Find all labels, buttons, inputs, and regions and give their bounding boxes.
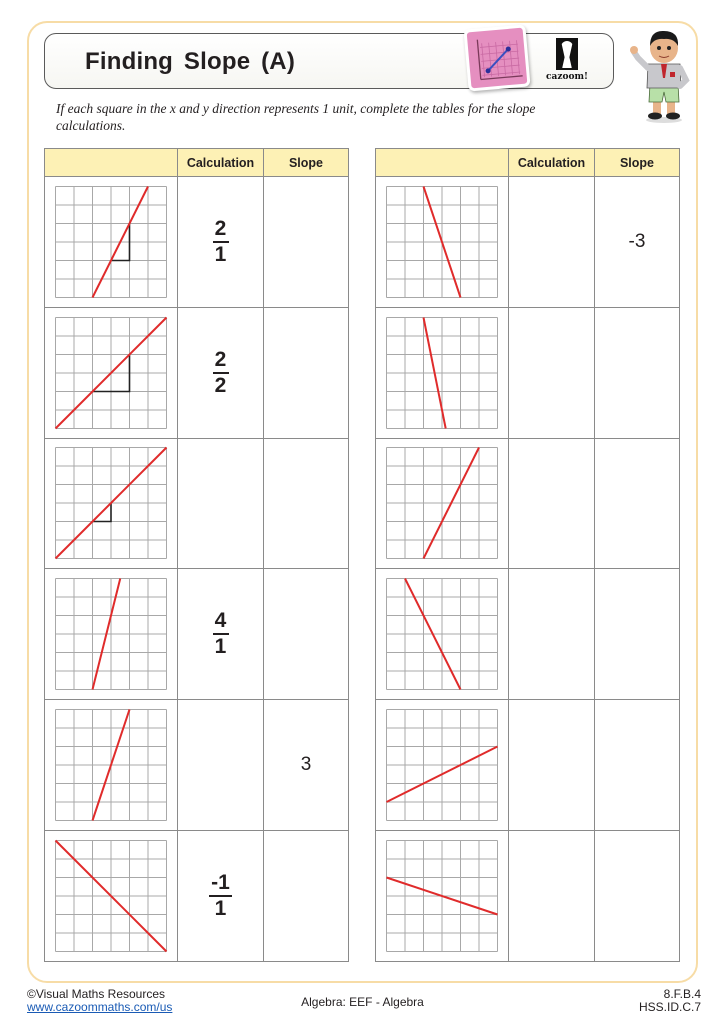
calculation-cell[interactable] xyxy=(509,177,595,308)
fraction-denominator: 2 xyxy=(214,373,227,397)
graph-cell xyxy=(45,177,178,308)
graph-cell xyxy=(45,307,178,438)
slope-cell[interactable] xyxy=(264,177,349,308)
table-row xyxy=(376,177,680,308)
table-row xyxy=(45,569,349,700)
calculation-fraction xyxy=(213,347,229,397)
graph-cell xyxy=(376,569,509,700)
graph-cell xyxy=(45,700,178,831)
header-calculation: Calculation xyxy=(178,149,264,177)
slope-table-left xyxy=(44,148,349,962)
slope-cell[interactable] xyxy=(595,700,680,831)
slope-cell[interactable] xyxy=(264,569,349,700)
page-title: Finding Slope (A) xyxy=(85,48,296,75)
header-slope: Slope xyxy=(264,149,349,177)
table-header-row xyxy=(376,149,680,177)
table-row xyxy=(45,177,349,308)
coordinate-grid xyxy=(54,446,168,560)
table-row xyxy=(376,830,680,961)
copyright-text: ©Visual Maths Resources xyxy=(27,987,166,1001)
coordinate-grid xyxy=(54,839,168,953)
fraction-denominator: 1 xyxy=(214,242,227,266)
slope-value: 3 xyxy=(300,754,312,776)
slope-cell[interactable] xyxy=(595,307,680,438)
table-row xyxy=(45,700,349,831)
cazoom-logo: cazoom! xyxy=(544,38,590,86)
calculation-cell[interactable] xyxy=(178,438,264,569)
calculation-cell[interactable] xyxy=(509,830,595,961)
coordinate-grid xyxy=(385,708,499,822)
topic-label: Algebra: EEF - Algebra xyxy=(301,995,424,1009)
header-calculation: Calculation xyxy=(509,149,595,177)
coordinate-grid xyxy=(54,316,168,430)
slope-graph-icon xyxy=(463,24,530,91)
table-row xyxy=(45,438,349,569)
graph-cell xyxy=(376,700,509,831)
graph-cell xyxy=(376,177,509,308)
header-slope: Slope xyxy=(595,149,680,177)
table-row xyxy=(376,307,680,438)
calculation-cell[interactable] xyxy=(509,438,595,569)
graph-cell xyxy=(45,830,178,961)
coordinate-grid xyxy=(54,577,168,691)
calculation-cell[interactable] xyxy=(509,700,595,831)
calculation-fraction xyxy=(213,611,229,657)
cazoom-logo-icon xyxy=(556,38,578,70)
calculation-fraction xyxy=(213,216,229,266)
coordinate-grid xyxy=(385,446,499,560)
coordinate-grid xyxy=(54,185,168,299)
calculation-cell[interactable] xyxy=(178,569,264,700)
header-graph xyxy=(376,149,509,177)
calculation-fraction xyxy=(209,870,232,920)
standard-code: HSS.ID.C.7 xyxy=(638,1000,701,1014)
coordinate-grid xyxy=(385,577,499,691)
slope-value: -3 xyxy=(628,230,646,252)
fraction-numerator: 4 xyxy=(213,611,229,635)
slope-cell[interactable] xyxy=(264,830,349,961)
fraction-denominator: 1 xyxy=(214,635,227,659)
fraction-numerator: 2 xyxy=(213,219,229,243)
graph-cell xyxy=(45,569,178,700)
coordinate-grid xyxy=(54,708,168,822)
calculation-cell[interactable] xyxy=(509,569,595,700)
table-row xyxy=(376,438,680,569)
slope-cell[interactable] xyxy=(264,438,349,569)
fraction-denominator: 1 xyxy=(214,896,227,920)
slope-cell[interactable] xyxy=(595,438,680,569)
graph-cell xyxy=(45,438,178,569)
fraction-numerator: 2 xyxy=(213,350,229,374)
header-graph xyxy=(45,149,178,177)
graph-cell xyxy=(376,438,509,569)
slope-cell[interactable] xyxy=(264,307,349,438)
calculation-cell[interactable] xyxy=(509,307,595,438)
fraction-numerator: -1 xyxy=(209,873,232,897)
boy-mascot-illustration xyxy=(624,28,704,124)
slope-cell[interactable] xyxy=(595,830,680,961)
slope-cell[interactable] xyxy=(595,569,680,700)
coordinate-grid xyxy=(385,839,499,953)
table-row xyxy=(376,700,680,831)
table-row xyxy=(376,569,680,700)
calculation-cell[interactable] xyxy=(178,307,264,438)
table-header-row xyxy=(45,149,349,177)
instructions-text: If each square in the x and y direction represents 1 unit, complete the tables for the slope calculations. xyxy=(56,101,536,133)
slope-cell[interactable] xyxy=(595,177,680,308)
graph-cell xyxy=(376,307,509,438)
coordinate-grid xyxy=(385,185,499,299)
graph-cell xyxy=(376,830,509,961)
slope-cell[interactable] xyxy=(264,700,349,831)
calculation-cell[interactable] xyxy=(178,700,264,831)
calculation-cell[interactable] xyxy=(178,177,264,308)
calculation-cell[interactable] xyxy=(178,830,264,961)
website-link[interactable]: www.cazoommaths.com/us xyxy=(27,1000,173,1014)
table-row xyxy=(45,307,349,438)
coordinate-grid xyxy=(385,316,499,430)
table-row xyxy=(45,830,349,961)
slope-table-right xyxy=(375,148,680,962)
standard-code: 8.F.B.4 xyxy=(663,987,701,1001)
